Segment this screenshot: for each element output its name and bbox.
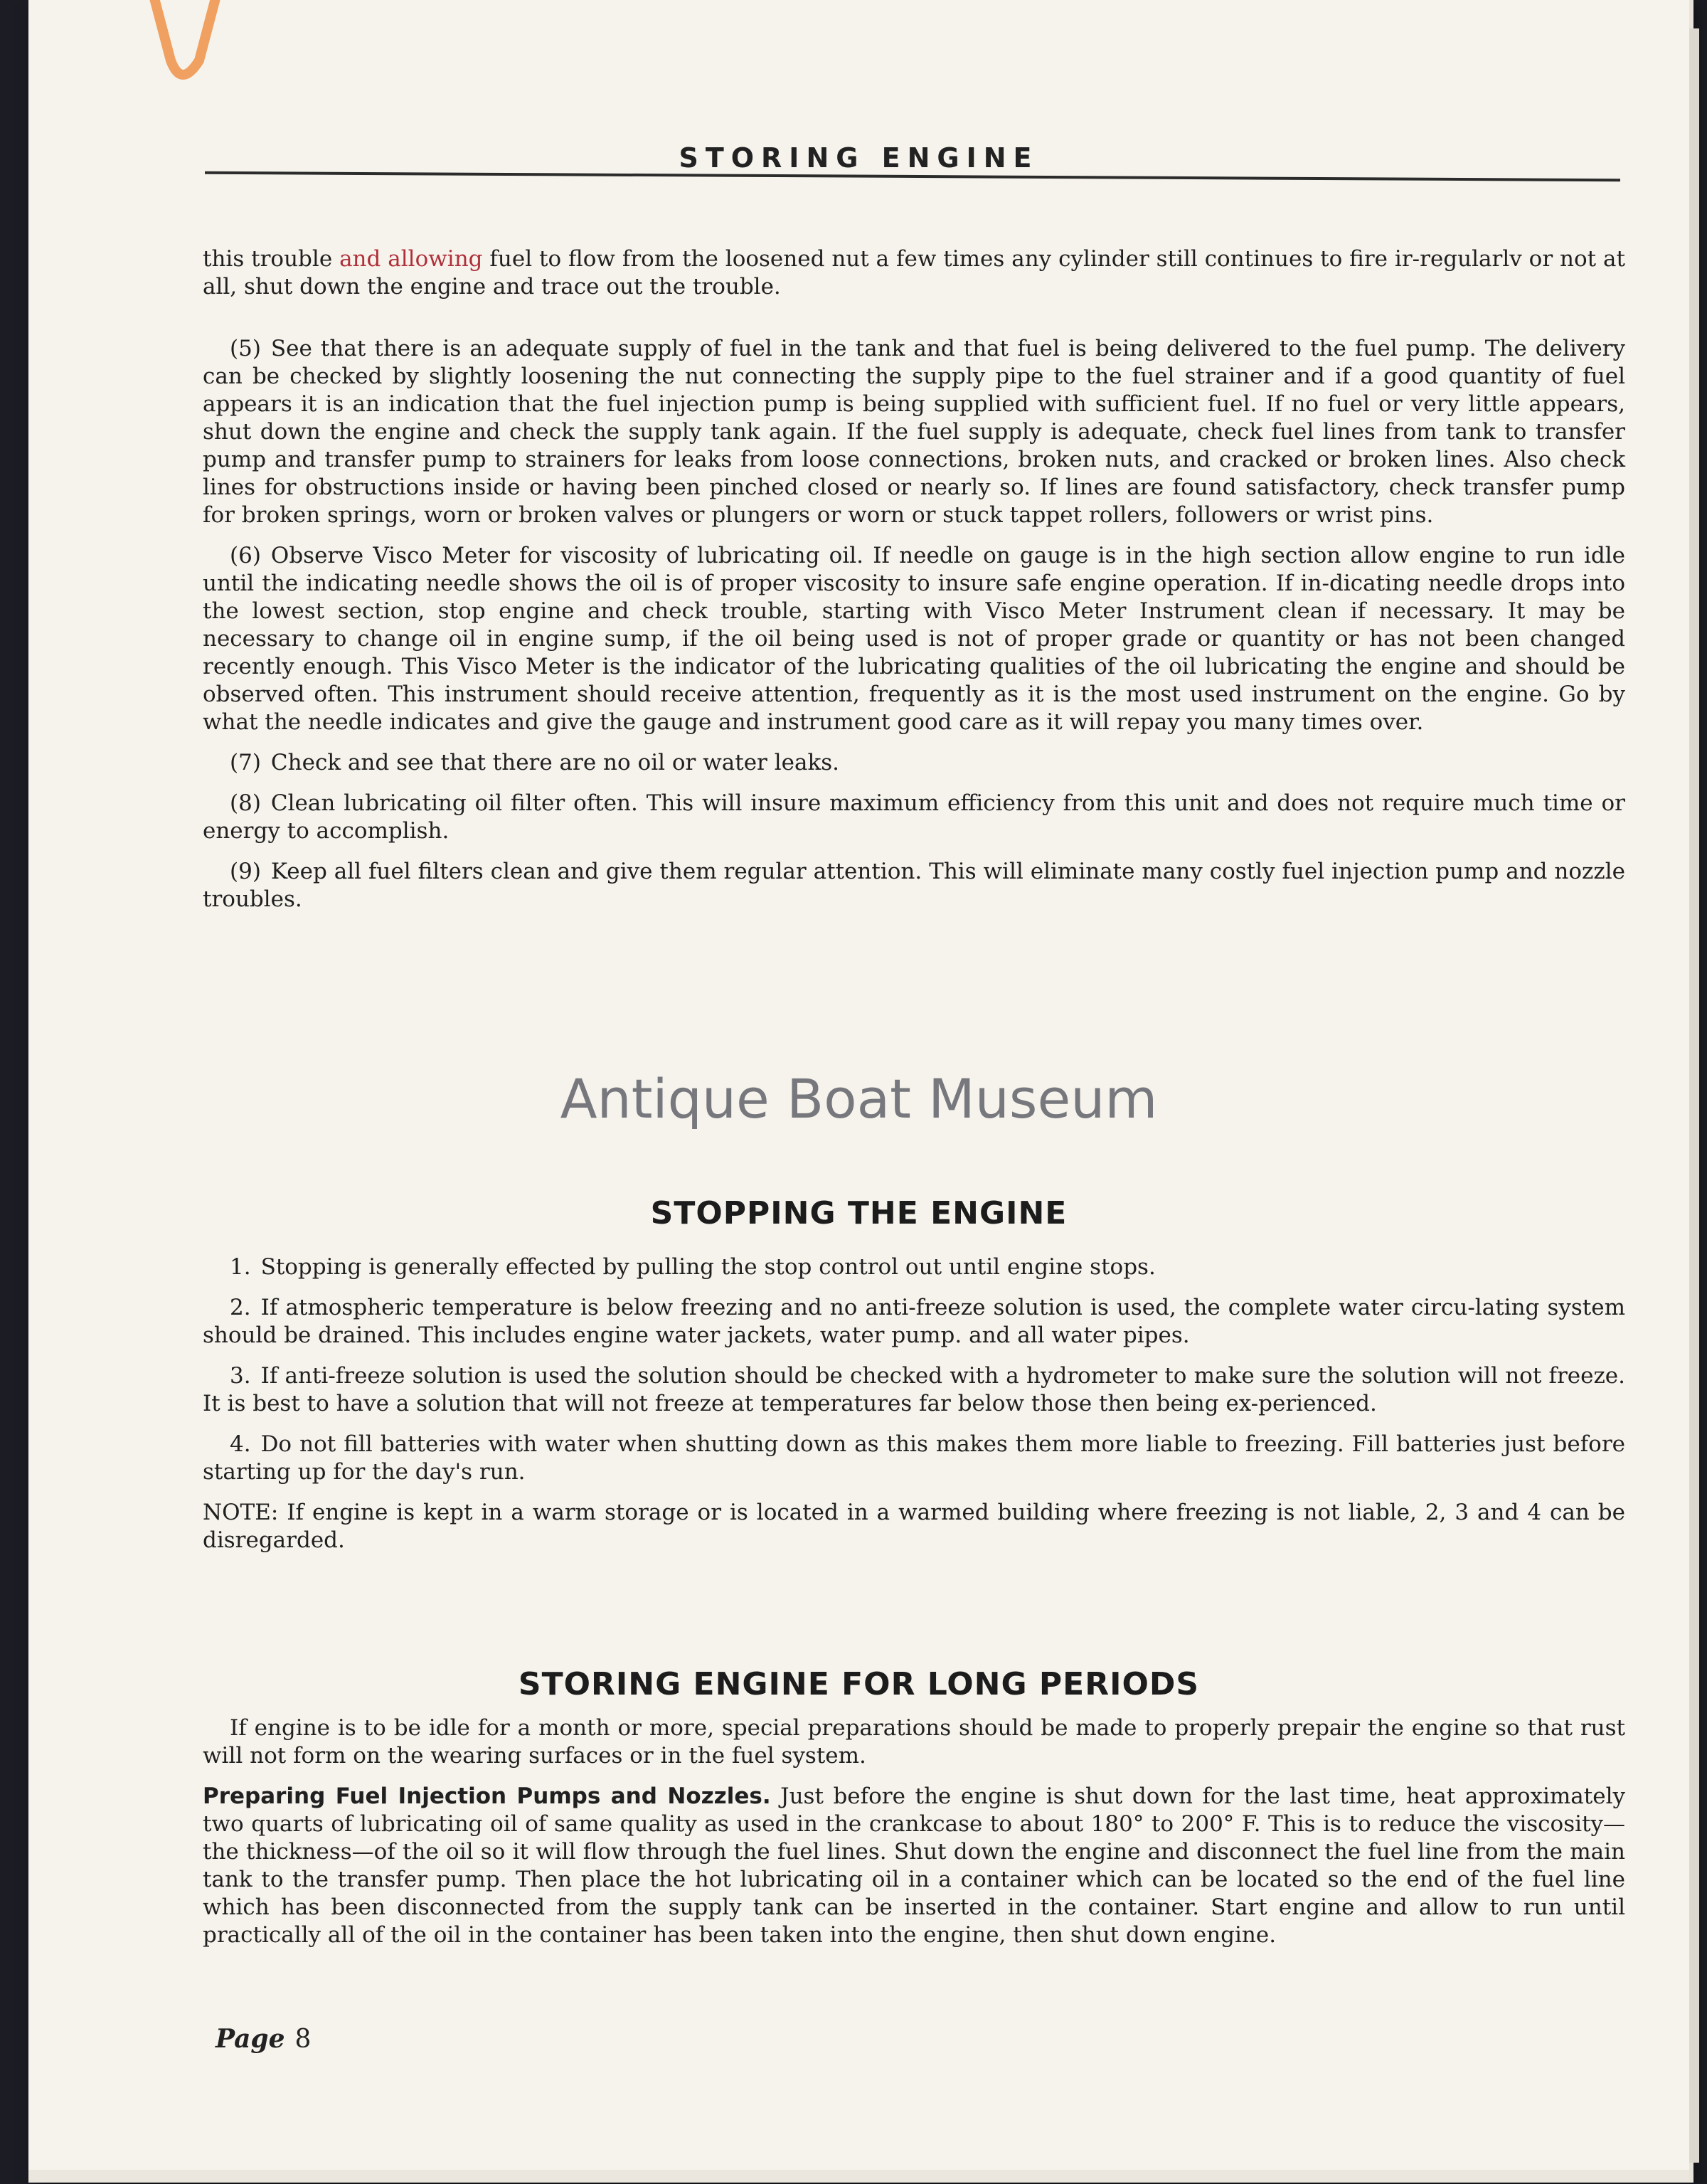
paper-clip-icon [132, 0, 238, 107]
storing-intro: If engine is to be idle for a month or more, special preparations should be made to properly prepair the engine so that rust will not form on the wearing surfaces or in the fuel system. [203, 1715, 1625, 1769]
list-item: (8) Clean lubricating oil filter often. This will insure maximum efficiency from this unit and does not require much time or energy to accomplish. [203, 790, 1625, 844]
stopping-list [203, 1253, 1625, 1567]
maintenance-list [203, 245, 1625, 926]
page-edge [1689, 28, 1699, 2163]
list-item: 4. Do not fill batteries with water when shutting down as this makes them more liable to freezing. Fill batteries just before starting up for the day's run. [203, 1431, 1625, 1485]
item-number: 3. [230, 1363, 251, 1389]
section-title-stopping: STOPPING THE ENGINE [650, 1195, 1068, 1231]
storing-procedure: Preparing Fuel Injection Pumps and Nozzles. Just before the engine is shut down for the last time, heat approximately two quarts of lubricating oil of same quality as used in the crankcase to about 180° to 200° F. This is to reduce the viscosity—the thickness—of the oil so it will flow through the fuel lines. Shut down the engine and disconnect the fuel line from the main tank to the transfer pump. Then place the hot lubricating oil in a container which can be located so the end of the fuel line which has been disconnected from the supply tank can be inserted in the container. Start engine and allow to run until practically all of the oil in the container has been taken into the engine, then shut down engine. [203, 1783, 1625, 1948]
item-number: (5) [230, 336, 261, 361]
storing-section [203, 1714, 1625, 1962]
list-item: (7) Check and see that there are no oil or water leaks. [230, 750, 840, 775]
list-item: 3. If anti-freeze solution is used the solution should be checked with a hydrometer to make sure the solution will not freeze. It is best to have a solution that will not freeze at temperatures far below those then being ex-perienced. [203, 1363, 1625, 1416]
list-item: (6) Observe Visco Meter for viscosity of lubricating oil. If needle on gauge is in the high section allow engine to run idle until the indicating needle shows the oil is of proper viscosity to insure safe engine operation. If in-dicating needle drops into the lowest section, stop engine and check trouble, starting with Visco Meter Instrument clean if necessary. It may be necessary to change oil in engine sump, if the oil being used is not of proper grade or quantity or has not been changed recently enough. This Visco Meter is the indicator of the lubricating qualities of the oil lubricating the engine and should be observed often. This instrument should receive attention, frequently as it is the most used instrument on the engine. Go by what the needle indicates and give the gauge and instrument good care as it will repay you many times over. [203, 543, 1625, 735]
item-number: 1. [230, 1254, 251, 1280]
section-title-storing: STORING ENGINE FOR LONG PERIODS [518, 1666, 1200, 1702]
run-in-heading: Preparing Fuel Injection Pumps and Nozzles. [203, 1783, 771, 1809]
list-item: (5) See that there is an adequate supply of fuel in the tank and that fuel is being delivered to the fuel pump. The delivery can be checked by slightly loosening the nut connecting the supply pipe to the fuel strainer and if a good quantity of fuel appears it is an indication that the fuel injection pump is being supplied with sufficient fuel. If no fuel or very little appears, shut down the engine and check the supply tank again. If the fuel supply is adequate, check fuel lines from tank to transfer pump and transfer pump to strainers for leaks from loose connections, broken nuts, and cracked or broken lines. Also check lines for obstructions inside or having been pinched closed or nearly so. If lines are found satisfactory, check transfer pump for broken springs, worn or broken valves or plungers or worn or stuck tappet rollers, followers or wrist pins. [203, 336, 1625, 528]
item-number: 4. [230, 1431, 251, 1457]
running-head: STORING ENGINE [679, 142, 1039, 174]
list-item: 1. Stopping is generally effected by pulling the stop control out until engine stops. [230, 1254, 1156, 1280]
watermark: Antique Boat Museum [560, 1067, 1158, 1130]
page-number: Page 8 [216, 2024, 312, 2054]
note-paragraph: NOTE: If engine is kept in a warm storage or is located in a warmed building where freezing is not liable, 2, 3 and 4 can be disregarded. [203, 1500, 1625, 1553]
item-number: (9) [230, 859, 261, 884]
list-item: 2. If atmospheric temperature is below freezing and no anti-freeze solution is used, the complete water circu-lating system should be drained. This includes engine water jackets, water pump. and all water pipes. [203, 1295, 1625, 1348]
item-number: (7) [230, 750, 261, 775]
intro-paragraph: this trouble and allowing fuel to flow from the loosened nut a few times any cylinder still continues to fire ir-regularlv or not at all, shut down the engine and trace out the trouble. [203, 246, 1625, 299]
item-number: (8) [230, 790, 261, 816]
highlighted-text: and allowing [339, 246, 483, 272]
list-item: (9) Keep all fuel filters clean and give them regular attention. This will eliminate many costly fuel injection pump and nozzle troubles. [203, 859, 1625, 912]
item-number: 2. [230, 1295, 251, 1320]
document-page [28, 0, 1689, 2183]
item-number: (6) [230, 543, 261, 568]
